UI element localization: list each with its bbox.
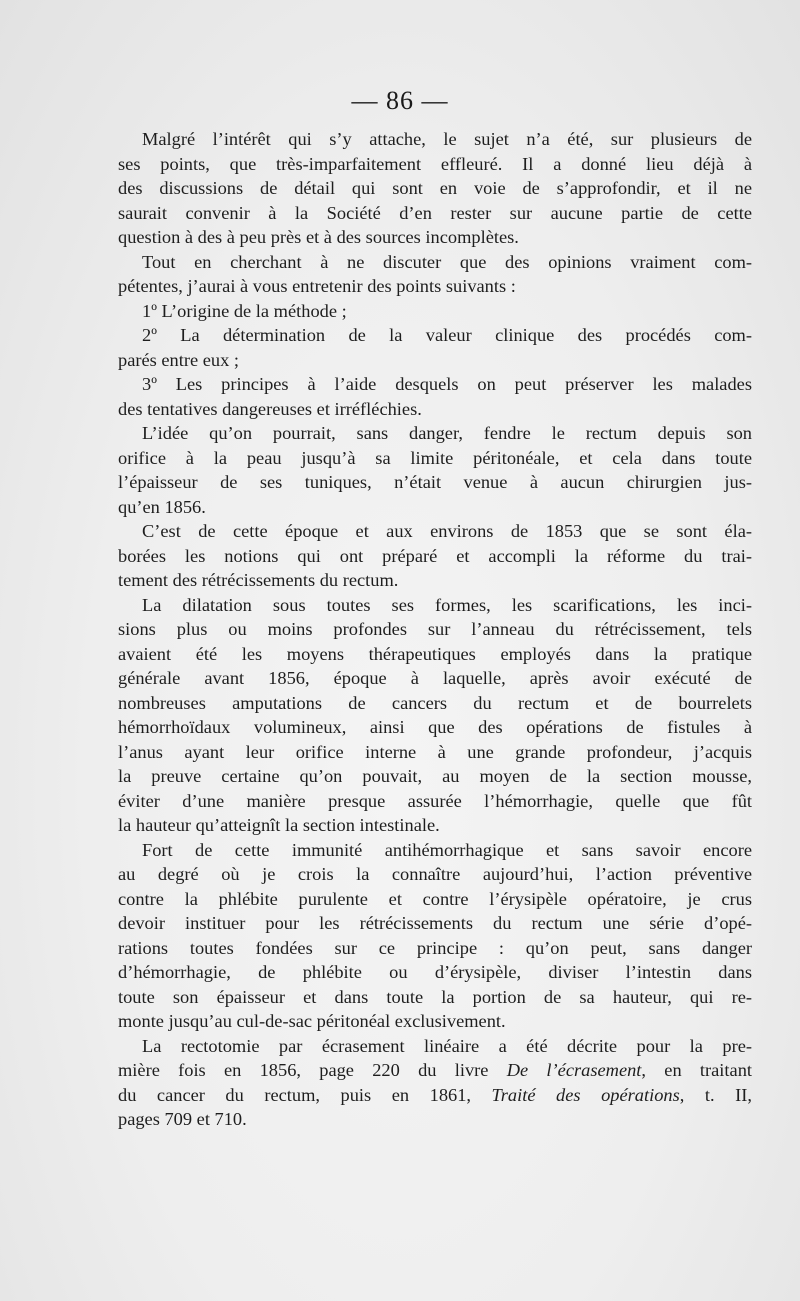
text-line: pétentes, j’aurai à vous entretenir des points suivants : (118, 276, 516, 296)
body-text (118, 127, 752, 1132)
text-line: question à des à peu près et à des sources incomplètes. (118, 227, 519, 247)
paragraph (118, 421, 752, 519)
text-line: 1º L’origine de la méthode ; (142, 300, 347, 321)
book-title: De l’écrasement (506, 1060, 642, 1080)
text-line: Fort de cette immunité antihémorrhagique et sans savoir encore (142, 839, 752, 860)
text-line: nombreuses amputations de cancers du rectum et de bourrelets (118, 692, 752, 713)
text-line (118, 1083, 752, 1108)
text-line: d’hémorrhagie, de phlébite ou d’érysipèle, diviser l’intestin dans (118, 962, 752, 982)
text-line: Tout en cherchant à ne discuter que des opinions vraiment com- (142, 251, 752, 272)
text-line: pages 709 et 710. (118, 1109, 247, 1129)
book-title: Traité des opérations (491, 1084, 680, 1105)
text-line: l’anus ayant leur orifice interne à une grande profondeur, j’acquis (118, 741, 752, 762)
text-line: des discussions de détail qui sont en voie de s’approfondir, et il ne (118, 178, 752, 198)
text-line: toute son épaisseur et dans toute la portion de sa hauteur, qui re- (118, 986, 752, 1007)
text-line: avaient été les moyens thérapeutiques employés dans la pratique (118, 643, 752, 664)
text-line: la hauteur qu’atteignît la section intestinale. (118, 815, 440, 835)
text-line: l’épaisseur de ses tuniques, n’était venue à aucun chirurgien jus- (118, 472, 752, 492)
text-line: éviter d’une manière presque assurée l’hémorrhagie, quelle que fût (118, 790, 752, 811)
text-line: qu’en 1856. (118, 496, 206, 517)
text-line: C’est de cette époque et aux environs de 1853 que se sont éla- (142, 521, 752, 541)
paragraph (118, 323, 752, 372)
text-span: du cancer du rectum, puis en 1861, (118, 1084, 492, 1105)
text-line: La rectotomie par écrasement linéaire a été décrite pour la pre- (142, 1035, 752, 1056)
text-line: sions plus ou moins profondes sur l’anneau du rétrécissement, tels (118, 619, 752, 639)
text-line: devoir instituer pour les rétrécissements du rectum une série d’opé- (118, 913, 752, 933)
text-line: hémorrhoïdaux volumineux, ainsi que des opérations de fistules à (118, 717, 752, 737)
paragraph (118, 593, 752, 838)
text-line: au degré où je crois la connaître aujourd’hui, l’action préventive (118, 864, 752, 884)
paragraph (118, 372, 752, 421)
text-line: la preuve certaine qu’on pouvait, au moyen de la section mousse, (118, 766, 752, 786)
paragraph (118, 838, 752, 1034)
text-line: borées les notions qui ont préparé et accompli la réforme du trai- (118, 545, 752, 566)
text-line: L’idée qu’on pourrait, sans danger, fendre le rectum depuis son (142, 423, 752, 443)
text-line: parés entre eux ; (118, 349, 240, 370)
text-line: Malgré l’intérêt qui s’y attache, le sujet n’a été, sur plusieurs de (142, 129, 752, 149)
paragraph (118, 127, 752, 250)
paragraph (118, 519, 752, 593)
text-line (118, 1058, 752, 1083)
paragraph (118, 1034, 752, 1132)
text-line: rations toutes fondées sur ce principe : qu’on peut, sans danger (118, 937, 752, 958)
text-line: des tentatives dangereuses et irréfléchies. (118, 398, 422, 419)
text-line: 3º Les principes à l’aide desquels on peut préserver les malades (142, 374, 752, 394)
paragraph (118, 250, 752, 299)
text-span: , t. II, (679, 1084, 752, 1105)
text-line: tement des rétrécissements du rectum. (118, 570, 399, 590)
page-number: — 86 — (351, 86, 449, 115)
text-line: saurait convenir à la Société d’en rester sur aucune partie de cette (118, 202, 752, 223)
text-line: ses points, que très-imparfaitement effleuré. Il a donné lieu déjà à (118, 153, 752, 174)
text-span: mière fois en 1856, page 220 du livre (118, 1060, 507, 1080)
paragraph (118, 299, 752, 324)
text-line: monte jusqu’au cul-de-sac péritonéal exclusivement. (118, 1011, 506, 1031)
text-line: La dilatation sous toutes ses formes, les scarifications, les inci- (142, 594, 752, 615)
text-line: générale avant 1856, époque à laquelle, après avoir exécuté de (118, 668, 752, 688)
text-line: 2º La détermination de la valeur clinique des procédés com- (142, 325, 752, 345)
text-line: orifice à la peau jusqu’à sa limite péritonéale, et cela dans toute (118, 447, 752, 468)
text-line: contre la phlébite purulente et contre l’érysipèle opératoire, je crus (118, 888, 752, 909)
text-span: , en traitant (641, 1060, 752, 1080)
